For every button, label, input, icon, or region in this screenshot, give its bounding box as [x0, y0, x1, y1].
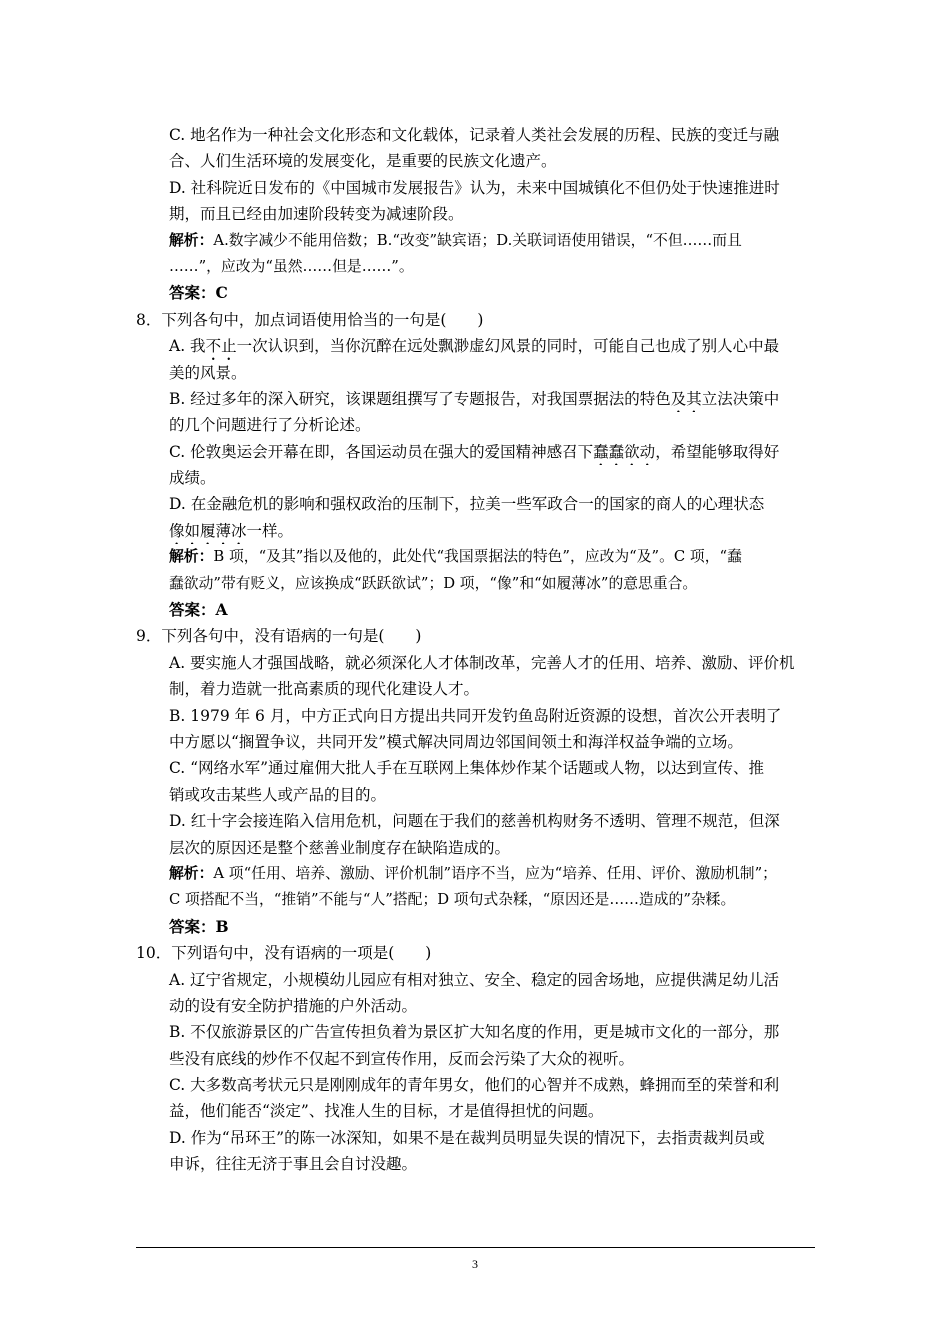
- text: 蠢欲动”带有贬义，应该换成“跃跃欲试”；D 项，“像”和“如履薄冰”的意思重合。: [169, 574, 698, 592]
- text: A. 要实施人才强国战略，就必须深化人才体制改革，完善人才的任用、培养、激励、评价机: [169, 653, 795, 672]
- q8-option-d-cont: [136, 518, 826, 544]
- analysis-label: 解析：: [169, 548, 214, 566]
- text: 期，而且已经由加速阶段转变为减速阶段。: [169, 205, 464, 224]
- text: 层次的原因还是整个慈善业制度存在缺陷造成的。: [169, 838, 511, 857]
- q10-option-b-cont: [136, 1046, 826, 1072]
- document-body: [136, 122, 826, 1178]
- q10-stem: 10．下列语句中，没有语病的一项是( ): [136, 944, 432, 963]
- text: 销或攻击某些人或产品的目的。: [169, 785, 387, 804]
- q7-option-d-cont: [136, 201, 826, 227]
- q10-option-b: [136, 1019, 826, 1045]
- q8-stem: 8．下列各句中，加点词语使用恰当的一句是( ): [136, 310, 484, 329]
- text: 美的风景。: [169, 363, 247, 382]
- dotted-word: 及其: [670, 389, 702, 408]
- q7-answer: 答案：C: [169, 283, 228, 303]
- dotted-word: 像如履薄冰: [169, 521, 247, 540]
- footer-divider: [136, 1247, 815, 1248]
- q9-analysis-cont: [136, 887, 826, 913]
- q8-analysis-cont: [136, 571, 826, 597]
- q10-option-a-cont: [136, 993, 826, 1019]
- text: D. 社科院近日发布的《中国城市发展报告》认为，未来中国城镇化不但仍处于快速推进时: [169, 178, 780, 197]
- text: B. 1979 年 6 月，中方正式向日方提出共同开发钓鱼岛附近资源的设想，首次公开表明了: [169, 706, 782, 725]
- q9-option-c-cont: [136, 782, 826, 808]
- q9-option-b: [136, 703, 826, 729]
- text: 益，他们能否“淡定”、找准人生的目标，才是值得担忧的问题。: [169, 1102, 604, 1121]
- analysis-label: 解析：: [169, 864, 214, 882]
- text: ……”，应改为“虽然……但是……”。: [169, 257, 414, 275]
- text: 合、人们生活环境的发展变化，是重要的民族文化遗产。: [169, 152, 557, 171]
- text: A 项“任用、培养、激励、评价机制”语序不当，应为“培养、任用、评价、激励机制”；: [213, 864, 777, 882]
- q8-option-c: [136, 439, 826, 465]
- text: 中方愿以“搁置争议，共同开发”模式解决同周边邻国间领土和海洋权益争端的立场。: [169, 732, 743, 751]
- text: B. 不仅旅游景区的广告宣传担负着为景区扩大知名度的作用，更是城市文化的一部分，那: [169, 1023, 780, 1042]
- q8-option-b: [136, 386, 826, 412]
- q9-option-a-cont: [136, 676, 826, 702]
- text: A. 我: [169, 337, 206, 356]
- text: B 项，“及其”指以及他的，此处代“我国票据法的特色”，应改为“及”。C 项，“蠢: [213, 548, 742, 566]
- text: 制，着力造就一批高素质的现代化建设人才。: [169, 680, 480, 699]
- q7-option-c-cont: [136, 148, 826, 174]
- text: D. 红十字会接连陷入信用危机，问题在于我们的慈善机构财务不透明、管理不规范，但深: [169, 812, 780, 831]
- text: 立法决策中: [701, 389, 780, 408]
- q7-option-c: [136, 122, 826, 148]
- text: C 项搭配不当，“推销”不能与“人”搭配；D 项句式杂糅，“原因还是……造成的”杂糅。: [169, 891, 736, 909]
- q9-option-d: [136, 808, 826, 834]
- q7-analysis-cont: [136, 254, 826, 280]
- q8-option-a-cont: [136, 360, 826, 386]
- q9-option-c: [136, 755, 826, 781]
- text: A.数字减少不能用倍数；B.“改变”缺宾语；D.关联词语使用错误，“不但……而且: [213, 231, 742, 249]
- text: 的几个问题进行了分析论述。: [169, 416, 371, 435]
- text: C. 大多数高考状元只是刚刚成年的青年男女，他们的心智并不成熟，蜂拥而至的荣誉和利: [169, 1076, 780, 1095]
- text: D. 在金融危机的影响和强权政治的压制下，拉美一些军政合一的国家的商人的心理状态: [169, 495, 765, 514]
- page-number: 3: [472, 1257, 478, 1271]
- q8-option-b-cont: [136, 412, 826, 438]
- q8-answer: 答案：A: [169, 600, 228, 620]
- text: 一样。: [246, 521, 294, 540]
- q10-option-a: [136, 967, 826, 993]
- text: 成绩。: [169, 469, 216, 488]
- text: B. 经过多年的深入研究，该课题组撰写了专题报告，对我国票据法的特色: [169, 389, 671, 408]
- text: 动的设有安全防护措施的户外活动。: [169, 996, 418, 1015]
- text: ，希望能够取得好: [655, 442, 780, 461]
- q8-analysis: [136, 544, 826, 570]
- q8-option-d: [136, 491, 826, 517]
- analysis-label: 解析：: [169, 231, 214, 249]
- text: C. 伦敦奥运会开幕在即，各国运动员在强大的爱国精神感召下: [169, 442, 594, 461]
- text: A. 辽宁省规定，小规模幼儿园应有相对独立、安全、稳定的园舍场地，应提供满足幼儿活: [169, 970, 780, 989]
- q9-option-d-cont: [136, 835, 826, 861]
- q8-option-c-cont: [136, 465, 826, 491]
- text: 一次认识到，当你沉醉在远处飘渺虚幻风景的同时，可能自己也成了别人心中最: [236, 337, 780, 356]
- q10-option-c-cont: [136, 1098, 826, 1124]
- q9-option-b-cont: [136, 729, 826, 755]
- q10-option-d: [136, 1125, 826, 1151]
- q9-answer: 答案：B: [169, 916, 229, 936]
- q7-option-d: [136, 175, 826, 201]
- q9-option-a: [136, 650, 826, 676]
- text: C. 地名作为一种社会文化形态和文化载体，记录着人类社会发展的历程、民族的变迁与融: [169, 126, 780, 144]
- dotted-word: 蠢蠢欲动: [593, 442, 656, 461]
- dotted-word: 不止: [205, 337, 237, 356]
- q9-stem: 9．下列各句中，没有语病的一句是( ): [136, 627, 422, 646]
- q10-option-c: [136, 1072, 826, 1098]
- text: 申诉，往往无济于事且会自讨没趣。: [169, 1155, 418, 1174]
- text: 些没有底线的炒作不仅起不到宣传作用，反而会污染了大众的视听。: [169, 1049, 635, 1068]
- q10-option-d-cont: [136, 1151, 826, 1177]
- q7-analysis: [136, 228, 826, 254]
- q9-analysis: [136, 861, 826, 887]
- q8-option-a: [136, 333, 826, 359]
- text: C. “网络水军”通过雇佣大批人手在互联网上集体炒作某个话题或人物，以达到宣传、推: [169, 759, 765, 778]
- text: D. 作为“吊环王”的陈一冰深知，如果不是在裁判员明显失误的情况下，去指责裁判员或: [169, 1128, 765, 1147]
